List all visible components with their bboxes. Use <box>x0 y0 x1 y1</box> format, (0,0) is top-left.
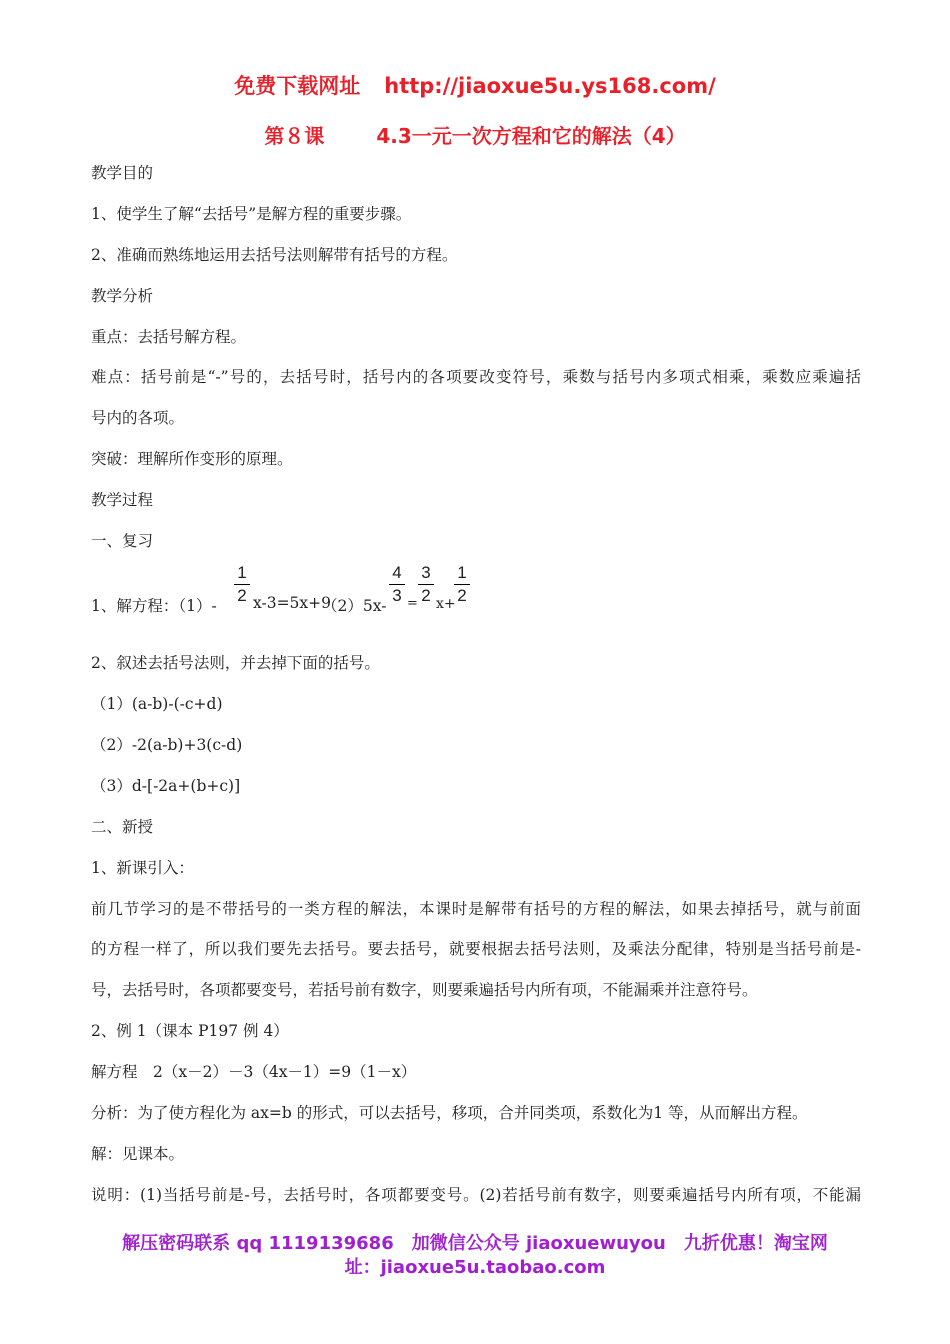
x-plus: x+ <box>436 596 456 612</box>
text-line: （1）(a-b)-(-c+d) <box>91 695 223 713</box>
fraction-4-num: 1 <box>454 562 470 585</box>
text-line: 号内的各项。 <box>91 409 185 427</box>
text-line: 前几节学习的是不带括号的一类方程的解法，本课时是解带有括号的方程的解法，如果去掉括号，就与前面 <box>91 900 861 918</box>
lesson-number: 第８课 <box>264 124 325 148</box>
text-line: 2、准确而熟练地运用去括号法则解带有括号的方程。 <box>91 246 458 264</box>
text-line: 号，去括号时，各项都要变号，若括号前有数字，则要乘遍括号内所有项，不能漏乘并注意符号。 <box>91 981 758 999</box>
text-line: 突破：理解所作变形的原理。 <box>91 450 293 468</box>
fraction-3-den: 2 <box>421 586 431 605</box>
lesson-title <box>0 120 950 149</box>
text-line: 二、新授 <box>91 818 154 836</box>
text-line: 教学过程 <box>91 491 154 509</box>
download-label: 免费下载网址 <box>234 74 361 98</box>
text-line: 教学分析 <box>91 287 154 305</box>
text-line: 2、例 1（课本 P197 例 4） <box>91 1022 289 1040</box>
download-url-link[interactable]: http://jiaoxue5u.ys168.com/ <box>384 74 716 98</box>
equals-sign: = <box>407 596 418 611</box>
fraction-4 <box>454 562 470 607</box>
fraction-4-den: 2 <box>457 586 467 605</box>
text-line: （3）d-[-2a+(b+c)] <box>91 777 241 795</box>
fraction-1 <box>234 562 250 607</box>
equation-label: 1、解方程：（1）- <box>91 597 217 615</box>
equation-part-2: （2）5x- <box>322 597 387 615</box>
fraction-3 <box>418 562 434 607</box>
footer-contact: 解压密码联系 qq 1119139686 加微信公众号 jiaoxuewuyou 九折优惠！淘宝网 <box>122 1233 828 1254</box>
text-line: 解方程 2（x－2）－3（4x－1）=9（1－x） <box>91 1063 417 1081</box>
text-line: 分析：为了使方程化为 ax=b 的形式，可以去括号，移项，合并同类项，系数化为1 等，从而解出方程。 <box>91 1104 808 1122</box>
text-line: 说明：(1)当括号前是-号，去括号时，各项都要变号。(2)若括号前有数字，则要乘遍括号内所有项，不能漏 <box>91 1186 861 1204</box>
text-line: 教学目的 <box>91 164 154 182</box>
text-line: 2、叙述去括号法则，并去掉下面的括号。 <box>91 654 380 672</box>
text-line: 难点：括号前是“-”号的，去括号时，括号内的各项要改变符号，乘数与括号内多项式相乘，乘数应乘遍括 <box>91 368 861 386</box>
equation-part-1: x-3=5x+9 <box>253 594 332 612</box>
fraction-2-num: 4 <box>389 562 405 585</box>
text-line: 解：见课本。 <box>91 1145 185 1163</box>
text-line: 一、复习 <box>91 532 154 550</box>
lesson-heading: 4.3一元一次方程和它的解法（4） <box>376 124 686 148</box>
text-line: 1、使学生了解“去括号”是解方程的重要步骤。 <box>91 205 412 223</box>
fraction-1-num: 1 <box>234 562 250 585</box>
text-line: （2）-2(a-b)+3(c-d) <box>91 736 243 754</box>
footer-shop-link[interactable]: 址：jiaoxue5u.taobao.com <box>344 1257 606 1278</box>
fraction-3-num: 3 <box>418 562 434 585</box>
text-line: 1、新课引入： <box>91 859 194 877</box>
text-line: 重点：去括号解方程。 <box>91 328 247 346</box>
text-line: 的方程一样了，所以我们要先去括号。要去括号，就要根据去括号法则，及乘法分配律，特别是当括号前是- <box>91 940 861 958</box>
download-header <box>0 70 950 100</box>
fraction-2-den: 3 <box>392 586 402 605</box>
fraction-2 <box>389 562 405 607</box>
fraction-1-den: 2 <box>237 586 247 605</box>
